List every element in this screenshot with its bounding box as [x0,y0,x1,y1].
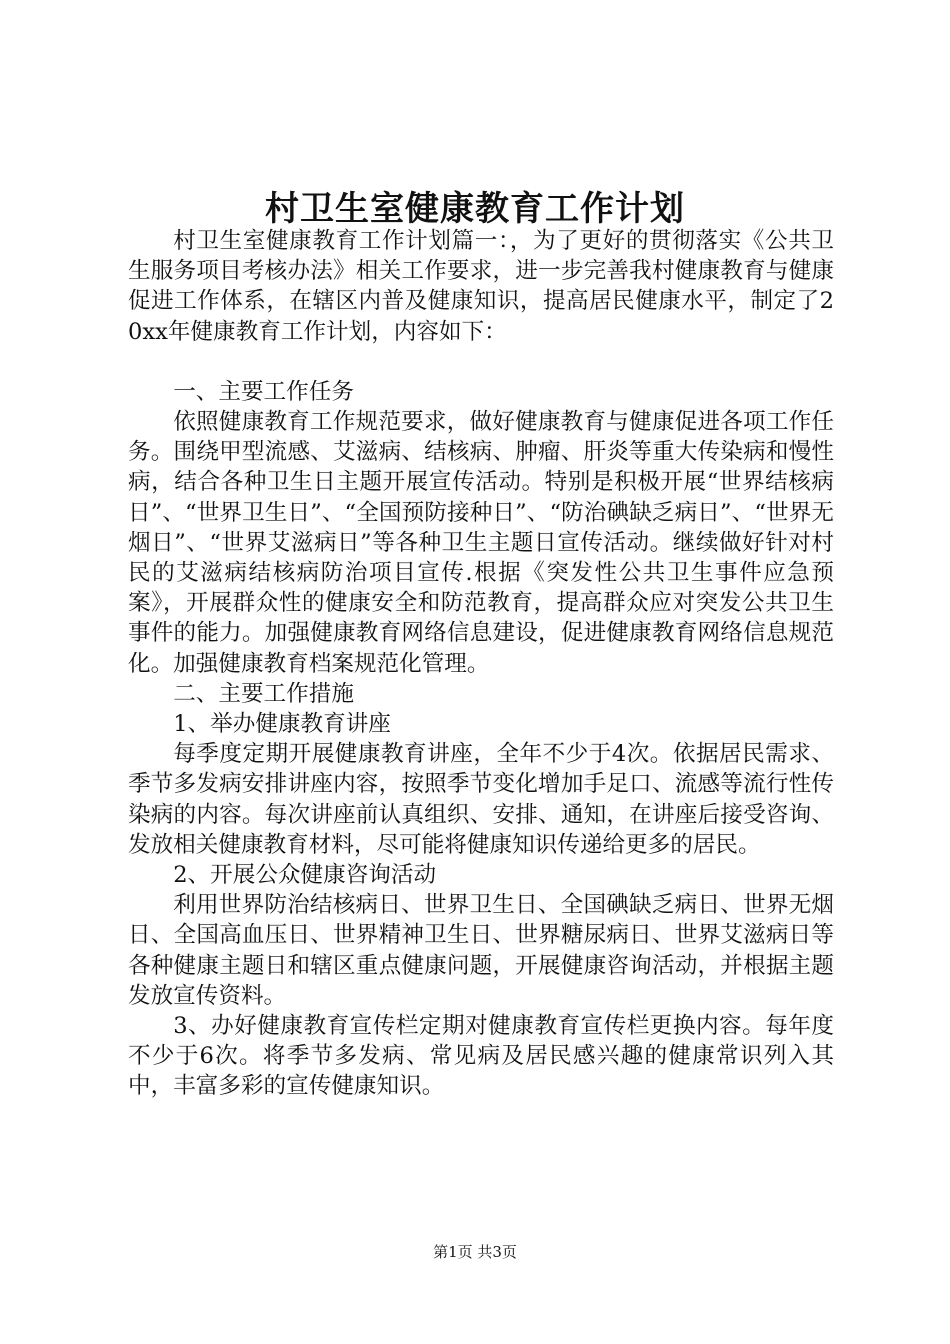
intro-paragraph: 村卫生室健康教育工作计划篇一：，为了更好的贯彻落实《公共卫生服务项目考核办法》相关工作要求，进一步完善我村健康教育与健康促进工作体系，在辖区内普及健康知识，提高居民健康水平，制定了20xx年健康教育工作计划，内容如下： [128,228,834,345]
document-title: 村卫生室健康教育工作计划 [265,189,685,229]
item3-paragraph: 3、办好健康教育宣传栏定期对健康教育宣传栏更换内容。每年度不少于6次。将季节多发病、常见病及居民感兴趣的健康常识列入其中，丰富多彩的宣传健康知识。 [128,1013,834,1100]
section1-heading: 一、主要工作任务 [173,378,354,405]
document-body [128,226,834,1102]
item2-heading: 2、开展公众健康咨询活动 [173,862,437,889]
page-footer: 第1页 共3页 [433,1243,517,1261]
item2-paragraph: 利用世界防治结核病日、世界卫生日、全国碘缺乏病日、世界无烟日、全国高血压日、世界精神卫生日、世界糖尿病日、世界艾滋病日等各种健康主题日和辖区重点健康问题，开展健康咨询活动，并根据主题发放宣传资料。 [128,892,834,1009]
section2-heading: 二、主要工作措施 [173,680,354,707]
item1-paragraph: 每季度定期开展健康教育讲座，全年不少于4次。依据居民需求、季节多发病安排讲座内容，按照季节变化增加手足口、流感等流行性传染病的内容。每次讲座前认真组织、安排、通知，在讲座后接受咨询、发放相关健康教育材料，尽可能将健康知识传递给更多的居民。 [128,741,834,858]
item1-heading: 1、举办健康教育讲座 [173,711,391,738]
section1-paragraph: 依照健康教育工作规范要求，做好健康教育与健康促进各项工作任务。围绕甲型流感、艾滋病、结核病、肿瘤、肝炎等重大传染病和慢性病，结合各种卫生日主题开展宣传活动。特别是积极开展“世界结核病日”、“世界卫生日”、“全国预防接种日”、“防治碘缺乏病日”、“世界无烟日”、“世界艾滋病日”等各种卫生主题日宣传活动。继续做好针对村民的艾滋病结核病防治项目宣传.根据《突发性公共卫生事件应急预案》，开展群众性的健康安全和防范教育，提高群众应对突发公共卫生事件的能力。加强健康教育网络信息建设，促进健康教育网络信息规范化。加强健康教育档案规范化管理。 [128,409,834,677]
